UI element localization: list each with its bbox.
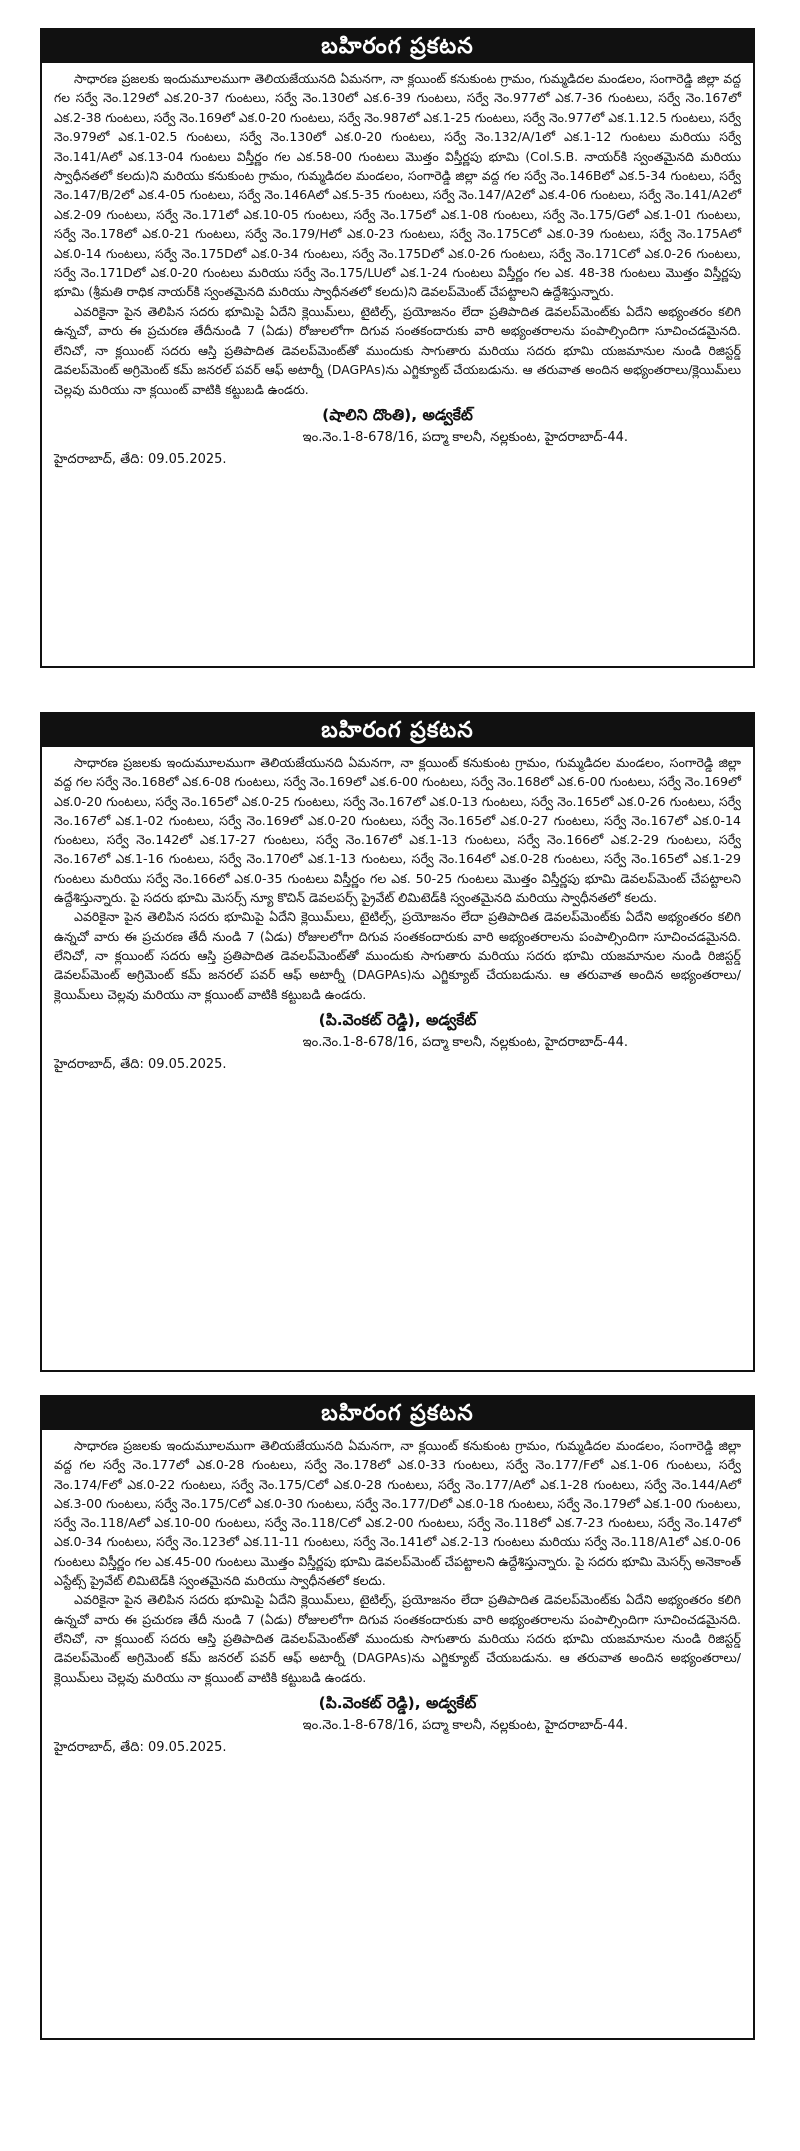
advocate-address: ఇం.నెం.1-8-678/16, పద్మా కాలనీ, నల్లకుంట, హైదరాబాద్-44. [302,1034,628,1050]
notice-place-date: హైదరాబాద్, తేది: 09.05.2025. [54,451,227,467]
advocate-signature: (పి.వెంకట్ రెడ్డి), అడ్వకేట్ [318,1010,477,1029]
advocate-address: ఇం.నెం.1-8-678/16, పద్మా కాలనీ, నల్లకుంట, హైదరాబాద్-44. [302,429,628,445]
public-notice-2 [40,712,755,1372]
public-notice-1 [40,28,755,668]
notice-objection-paragraph: ఎవరికైనా పైన తెలిపిన సదరు భూమిపై ఏదేని క్లెయిమ్‌లు, టైటిల్స్, ప్రయోజనం లేదా ప్రతిపాదిత డెవలప్‌మెంట్‌కు ఏదేని అభ్యంతరం కలిగి ఉన్నచో వారు ఈ ప్రచురణ తేదీ నుండి 7 (ఏడు) రోజులలోగా దిగువ సంతకందారుకు వారి అభ్యంతరాలను పంపాల్సిందిగా సూచించడమైనది. లేనిచో, నా క్లయింట్ సదరు ఆస్తి ప్రతిపాదిత డెవలప్‌మెంట్‌తో ముందుకు సాగుతారు మరియు సదరు భూమి యజమానుల నుండి రిజిస్టర్డ్ డెవలప్‌మెంట్ అగ్రిమెంట్ కమ్ జనరల్ పవర్ ఆఫ్ అటార్నీ (DAGPAs)ను ఎగ్జిక్యూట్ చేయబడును. ఆ తరువాత అందిన అభ్యంతరాలు/క్లెయిమ్‌లు చెల్లవు మరియు నా క్లయింట్ వాటికి కట్టుబడి ఉండరు. [54,909,741,1002]
notice-objection-paragraph: ఎవరికైనా పైన తెలిపిన సదరు భూమిపై ఏదేని క్లెయిమ్‌లు, టైటిల్స్, ప్రయోజనం లేదా ప్రతిపాదిత డెవలప్‌మెంట్‌కు ఏదేని అభ్యంతరం కలిగి ఉన్నచో వారు ఈ ప్రచురణ తేదీ నుండి 7 (ఏడు) రోజులలోగా దిగువ సంతకందారుకు వారి అభ్యంతరాలను పంపాల్సిందిగా సూచించడమైనది. లేనిచో, నా క్లయింట్ సదరు ఆస్తి ప్రతిపాదిత డెవలప్‌మెంట్‌తో ముందుకు సాగుతారు మరియు సదరు భూమి యజమానుల నుండి రిజిస్టర్డ్ డెవలప్‌మెంట్ అగ్రిమెంట్ కమ్ జనరల్ పవర్ ఆఫ్ అటార్నీ (DAGPAs)ను ఎగ్జిక్యూట్ చేయబడును. ఆ తరువాత అందిన అభ్యంతరాలు/క్లెయిమ్‌లు చెల్లవు మరియు నా క్లయింట్ వాటికి కట్టుబడి ఉండరు. [54,1592,741,1685]
notice-title: బహిరంగ ప్రకటన [42,714,753,747]
notice-objection-paragraph: ఎవరికైనా పైన తెలిపిన సదరు భూమిపై ఏదేని క్లెయిమ్‌లు, టైటిల్స్, ప్రయోజనం లేదా ప్రతిపాదిత డెవలప్‌మెంట్‌కు ఏదేని అభ్యంతరం కలిగి ఉన్నచో, వారు ఈ ప్రచురణ తేదీనుండి 7 (ఏడు) రోజులలోగా దిగువ సంతకందారుకు వారి అభ్యంతరాలను పంపాల్సిందిగా సూచించడమైనది. లేనిచో, నా క్లయింట్ సదరు ఆస్తి ప్రతిపాదిత డెవలప్‌మెంట్‌తో ముందుకు సాగుతారు మరియు సదరు భూమి యజమానుల నుండి రిజిస్టర్డ్ డెవలప్‌మెంట్ అగ్రిమెంట్ కమ్ జనరల్ పవర్ ఆఫ్ అటార్నీ (DAGPAs)ను ఎగ్జిక్యూట్ చేయబడును. ఆ తరువాత అందిన అభ్యంతరాలు/క్లెయిమ్‌లు చెల్లవు మరియు నా క్లయింట్ వాటికి కట్టుబడి ఉండరు. [54,303,741,397]
notice-title: బహిరంగ ప్రకటన [42,30,753,63]
notice-body-paragraph: సాధారణ ప్రజలకు ఇందుమూలముగా తెలియజేయునది ఏమనగా, నా క్లయింట్ కనుకుంట గ్రామం, గుమ్మడిదల మండలం, సంగారెడ్డి జిల్లా వద్ద గల సర్వే నెం.177లో ఎక.0-28 గుంటలు, సర్వే నెం.178లో ఎక.0-33 గుంటలు, సర్వే నెం.177/Fలో ఎక.1-06 గుంటలు, సర్వే నెం.174/Fలో ఎక.0-22 గుంటలు, సర్వే నెం.175/Cలో ఎక.0-28 గుంటలు, సర్వే నెం.177/Aలో ఎక.1-28 గుంటలు, సర్వే నెం.144/Aలో ఎక.3-00 గుంటలు, సర్వే నెం.175/Cలో ఎక.0-30 గుంటలు, సర్వే నెం.177/Dలో ఎక.0-18 గుంటలు, సర్వే నెం.179లో ఎక.1-00 గుంటలు, సర్వే నెం.118/Aలో ఎక.10-00 గుంటలు, సర్వే నెం.118/Cలో ఎక.2-00 గుంటలు, సర్వే నెం.118లో ఎక.7-23 గుంటలు, సర్వే నెం.147లో ఎక.0-34 గుంటలు, సర్వే నెం.123లో ఎక.11-11 గుంటలు, సర్వే నెం.141లో ఎక.2-13 గుంటలు మరియు సర్వే నెం.118/A1లో ఎక.0-06 గుంటలు విస్తీర్ణం గల ఎక.45-00 గుంటలు మొత్తం విస్తీర్ణపు భూమి డెవలప్‌మెంట్ చేపట్టాలని ఉద్దేశిస్తున్నారు. పై సదరు భూమి మెసర్స్ అనెకాంత్ ఎస్టేట్స్ ప్రైవేట్ లిమిటెడ్‌కి స్వంతమైనది మరియు స్వాధీనతలో కలదు. [54,1438,741,1589]
notice-place-date: హైదరాబాద్, తేది: 09.05.2025. [54,1739,227,1755]
public-notice-3 [40,1395,755,2040]
notice-body-paragraph: సాధారణ ప్రజలకు ఇందుమూలముగా తెలియజేయునది ఏమనగా, నా క్లయింట్ కనుకుంట గ్రామం, గుమ్మడిదల మండలం, సంగారెడ్డి జిల్లా వద్ద గల సర్వే నెం.168లో ఎక.6-08 గుంటలు, సర్వే నెం.169లో ఎక.6-00 గుంటలు, సర్వే నెం.168లో ఎక.6-00 గుంటలు, సర్వే నెం.169లో ఎక.0-20 గుంటలు, సర్వే నెం.165లో ఎక.0-25 గుంటలు, సర్వే నెం.167లో ఎక.0-13 గుంటలు, సర్వే నెం.165లో ఎక.0-26 గుంటలు, సర్వే నెం.167లో ఎక.1-02 గుంటలు, సర్వే నెం.169లో ఎక.0-20 గుంటలు, సర్వే నెం.165లో ఎక.0-27 గుంటలు, సర్వే నెం.167లో ఎక.0-14 గుంటలు, సర్వే నెం.142లో ఎక.17-27 గుంటలు, సర్వే నెం.167లో ఎక.1-13 గుంటలు, సర్వే నెం.166లో ఎక.2-29 గుంటలు, సర్వే నెం.167లో ఎక.1-16 గుంటలు, సర్వే నెం.170లో ఎక.1-13 గుంటలు, సర్వే నెం.164లో ఎక.0-28 గుంటలు, సర్వే నెం.165లో ఎక.1-29 గుంటలు మరియు సర్వే నెం.166లో ఎక.0-35 గుంటలు విస్తీర్ణం గల ఎక. 50-25 గుంటలు మొత్తం విస్తీర్ణపు భూమి డెవలప్‌మెంట్ చేపట్టాలని ఉద్దేశిస్తున్నారు. పై సదరు భూమి మెసర్స్ న్యూ కొచిన్ డెవలపర్స్ ప్రైవేట్ లిమిటెడ్‌కి స్వంతమైనది మరియు స్వాధీనతలో కలదు. [54,755,742,906]
notice-body-paragraph: సాధారణ ప్రజలకు ఇందుమూలముగా తెలియజేయునది ఏమనగా, నా క్లయింట్ కనుకుంట గ్రామం, గుమ్మడిదల మండలం, సంగారెడ్డి జిల్లా వద్ద గల సర్వే నెం.129లో ఎక.20-37 గుంటలు, సర్వే నెం.130లో ఎక.6-39 గుంటలు, సర్వే నెం.977లో ఎక.7-36 గుంటలు, సర్వే నెం.167లో ఎక.2-38 గుంటలు, సర్వే నెం.169లో ఎక.0-20 గుంటలు, సర్వే నెం.987లో ఎక.1-25 గుంటలు, సర్వే నెం.977లో ఎక.1.12.5 గుంటలు, సర్వే నెం.979లో ఎక.1-02.5 గుంటలు, సర్వే నెం.130లో ఎక.0-20 గుంటలు, సర్వే నెం.132/A/1లో ఎక.1-12 గుంటలు మరియు సర్వే నెం.141/Aలో ఎక.13-04 గుంటలు విస్తీర్ణం గల ఎక.58-00 గుంటలు మొత్తం విస్తీర్ణపు భూమి (Col.S.B. నాయర్‌కి స్వంతమైనది మరియు స్వాధీనతలో కలదు)ని మరియు కనుకుంట గ్రామం, గుమ్మడిదల మండలం, సంగారెడ్డి జిల్లా వద్ద గల సర్వే నెం.146Bలో ఎక.5-34 గుంటలు, సర్వే నెం.147/B/2లో ఎక.4-05 గుంటలు, సర్వే నెం.146Aలో ఎక.5-35 గుంటలు, సర్వే నెం.147/A2లో ఎక.4-06 గుంటలు, సర్వే నెం.141/A2లో ఎక.2-09 గుంటలు, సర్వే నెం.171లో ఎక.10-05 గుంటలు, సర్వే నెం.175లో ఎక.1-08 గుంటలు, సర్వే నెం.175/Gలో ఎక.1-01 గుంటలు, సర్వే నెం.178లో ఎక.0-21 గుంటలు, సర్వే నెం.179/Hలో ఎక.0-23 గుంటలు, సర్వే నెం.175Cలో ఎక.0-39 గుంటలు, సర్వే నెం.175Aలో ఎక.0-14 గుంటలు, సర్వే నెం.175Dలో ఎక.0-34 గుంటలు, సర్వే నెం.175Dలో ఎక.0-26 గుంటలు, సర్వే నెం.171Cలో ఎక.0-26 గుంటలు, సర్వే నెం.171Dలో ఎక.0-20 గుంటలు మరియు సర్వే నెం.175/LUలో ఎక.1-24 గుంటలు విస్తీర్ణం గల ఎక. 48-38 గుంటలు మొత్తం విస్తీర్ణపు భూమి (శ్రీమతి రాధిక నాయర్‌కి స్వంతమైనది మరియు స్వాధీనతలో కలదు)ని డెవలప్‌మెంట్ చేపట్టాలని ఉద్దేశిస్తున్నారు. [54,71,741,300]
advocate-signature: (పి.వెంకట్ రెడ్డి), అడ్వకేట్ [318,1693,477,1712]
notice-place-date: హైదరాబాద్, తేది: 09.05.2025. [54,1056,227,1072]
advocate-address: ఇం.నెం.1-8-678/16, పద్మా కాలనీ, నల్లకుంట, హైదరాబాద్-44. [302,1717,628,1733]
advocate-signature: (షాలిని దొంతి), అడ్వకేట్ [322,405,473,424]
notice-title: బహిరంగ ప్రకటన [42,1397,753,1430]
